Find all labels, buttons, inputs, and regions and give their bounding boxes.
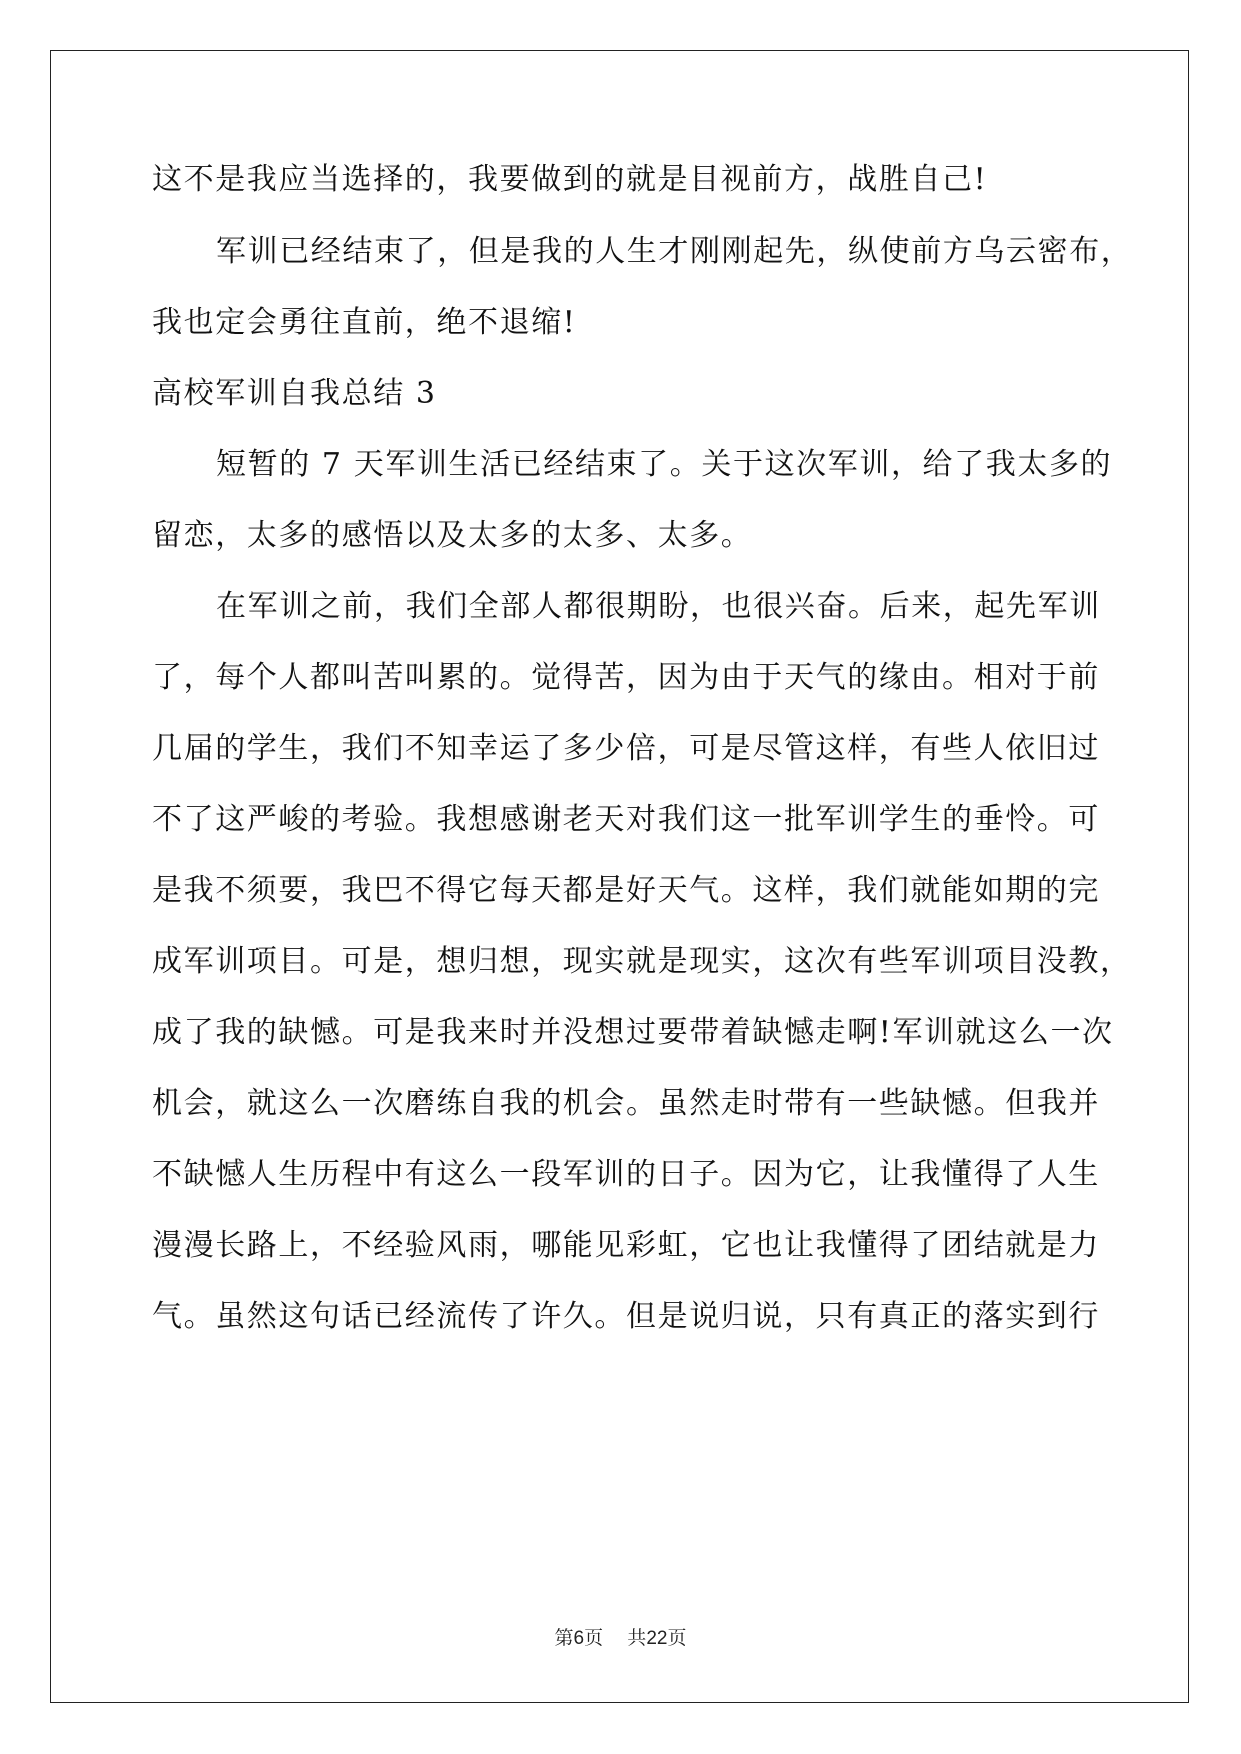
text-line: 机会，就这么一次磨练自我的机会。虽然走时带有一些缺憾。但我并 [152, 1086, 1100, 1121]
footer-page-suffix: 页 [584, 1627, 604, 1649]
text-line: 气。虽然这句话已经流传了许久。但是说归说，只有真正的落实到行 [152, 1299, 1100, 1334]
text-line: 留恋，太多的感悟以及太多的太多、太多。 [152, 518, 753, 553]
footer-total-prefix: 共 [627, 1627, 647, 1649]
text-line: 成军训项目。可是，想归想，现实就是现实，这次有些军训项目没教， [152, 944, 1132, 979]
text-line: 几届的学生，我们不知幸运了多少倍，可是尽管这样，有些人依旧过 [152, 731, 1100, 766]
footer-prefix: 第 [554, 1627, 574, 1649]
paragraph-first-line: 军训已经结束了，但是我的人生才刚刚起先，纵使前方乌云密布， [216, 234, 1133, 269]
text-line: 漫漫长路上，不经验风雨，哪能见彩虹，它也让我懂得了团结就是力 [152, 1228, 1100, 1263]
page-footer [0, 1623, 1241, 1650]
paragraph-first-line: 在军训之前，我们全部人都很期盼，也很兴奋。后来，起先军训 [216, 589, 1101, 624]
footer-total-suffix: 页 [667, 1627, 687, 1649]
text-line: 成了我的缺憾。可是我来时并没想过要带着缺憾走啊!军训就这么一次 [152, 1015, 1114, 1050]
text-line: 不了这严峻的考验。我想感谢老天对我们这一批军训学生的垂怜。可 [152, 802, 1100, 837]
section-heading: 高校军训自我总结 3 [152, 376, 437, 411]
text-line: 不缺憾人生历程中有这么一段军训的日子。因为它，让我懂得了人生 [152, 1157, 1100, 1192]
text-line: 了，每个人都叫苦叫累的。觉得苦，因为由于天气的缘由。相对于前 [152, 660, 1100, 695]
paragraph-first-line: 短暂的 7 天军训生活已经结束了。关于这次军训，给了我太多的 [216, 447, 1113, 482]
text-line: 我也定会勇往直前，绝不退缩! [152, 305, 577, 340]
current-page-number: 6 [573, 1628, 585, 1649]
text-line: 是我不须要，我巴不得它每天都是好天气。这样，我们就能如期的完 [152, 873, 1100, 908]
total-page-count: 22 [646, 1628, 668, 1649]
text-line: 这不是我应当选择的，我要做到的就是目视前方，战胜自己! [152, 162, 988, 197]
